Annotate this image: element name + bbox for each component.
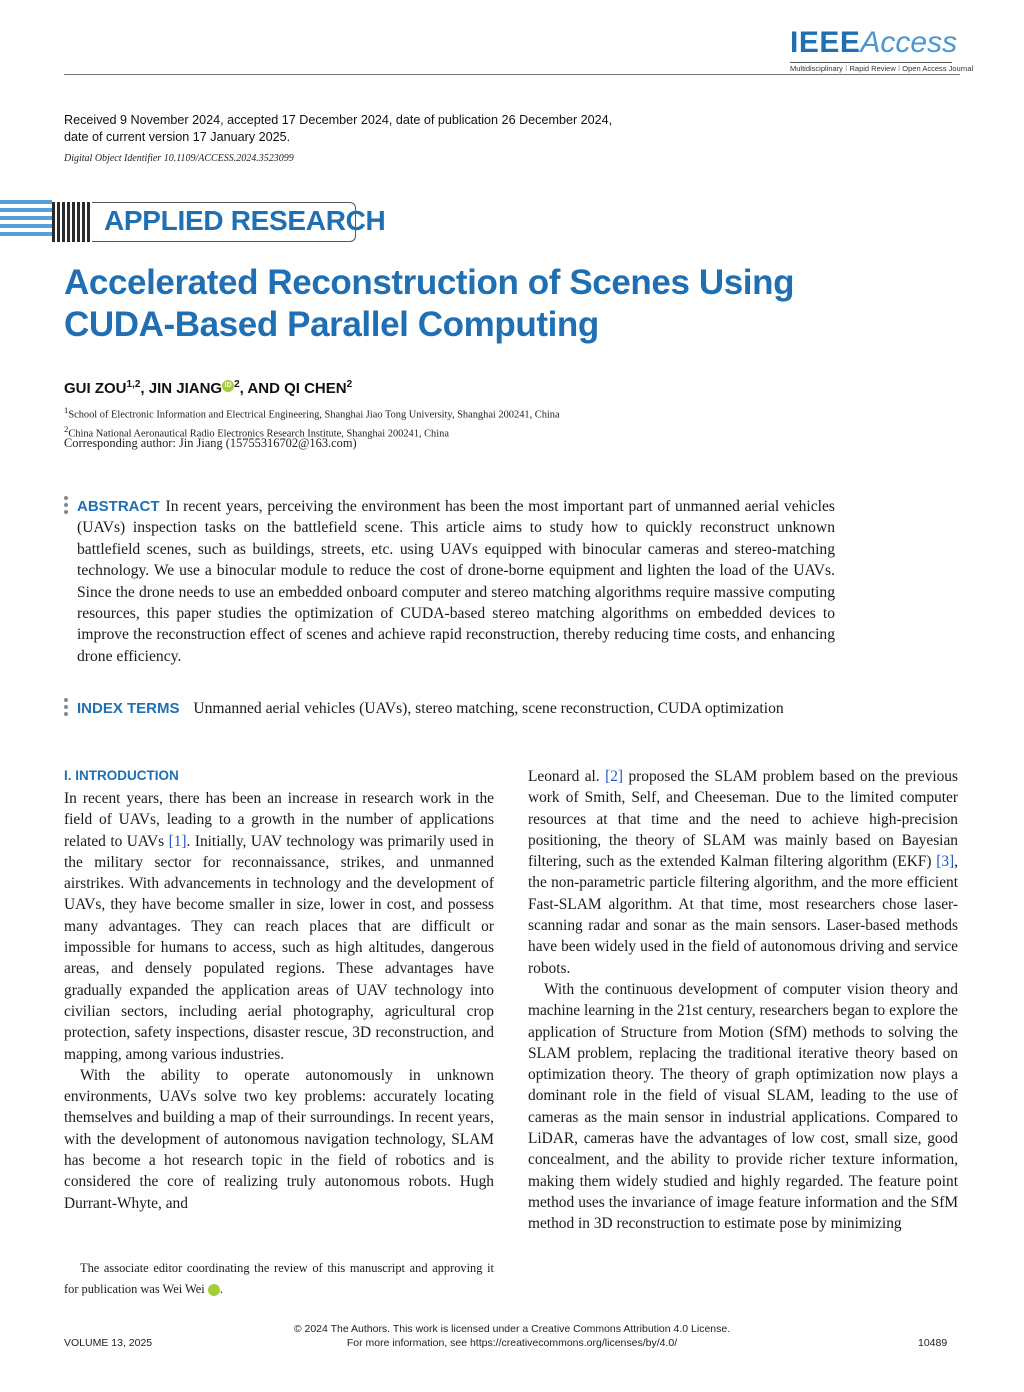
abstract [77,496,835,667]
author-2: , JIN JIANG [140,380,223,397]
abstract-label: ABSTRACT [77,498,160,515]
received-line-2: date of current version 17 January 2025. [64,130,291,144]
author-list [64,379,352,397]
intro-paragraph-1 [64,788,494,1065]
banner-bars-icon [52,202,92,242]
doi: Digital Object Identifier 10.1109/ACCESS.2024.3523099 [64,153,294,164]
citation-link[interactable]: [2] [605,768,624,785]
intro-p1-text-b: . Initially, UAV technology was primarily used in the military sector for reconnaissance, strikes, and unmanned airstrikes. With advancements in technology and the development of UAVs, they have become smaller in size, lower in cost, and possess many advantages. They can reach places that are difficult or impossible for humans to access, such as high altitudes, dangerous areas, and densely populated regions. These advantages have gradually expanded the application areas of UAV technology into civilian sectors, including aerial photography, agricultural crop protection, safety inspections, disaster rescue, 3D reconstruction, and mapping, among various industries. [64,832,494,1063]
index-terms [77,698,835,719]
citation-link[interactable]: [1] [168,832,187,850]
affiliation-2-text: China National Aeronautical Radio Electronics Research Institute, Shanghai 200241, China [68,428,449,440]
intro-p3-text-c: , the non-parametric particle filtering algorithm, and the more efficient Fast-SLAM algorithm. At that time, most researchers chose laser-scanning radar and sonar as the main sensors. Laser-based methods have been widely used in the field of autonomous driving and service robots. [528,853,958,977]
orcid-icon[interactable]: iD [222,380,234,392]
citation-link[interactable]: [3] [936,853,955,871]
license-line-2[interactable]: For more information, see https://creativecommons.org/licenses/by/4.0/ [346,1337,678,1349]
author-3: , AND QI CHEN [239,380,347,397]
journal-tagline: Multidisciplinary ⁝ Rapid Review ⁝ Open Access Journal [790,64,974,73]
received-line-1: Received 9 November 2024, accepted 17 December 2024, date of publication 26 December 2024, [64,113,613,127]
header-rule [64,74,960,75]
journal-logo [790,26,957,60]
intro-p3-text-a: Leonard al. [528,768,606,785]
volume-label: VOLUME 13, 2025 [64,1337,153,1349]
author-3-affil: 2 [346,379,353,390]
affiliation-2-num: 2 [64,424,69,435]
article-type-banner: APPLIED RESEARCH [104,205,386,236]
editor-footnote [64,1258,494,1300]
title-line-1: Accelerated Reconstruction of Scenes Using [64,263,795,302]
abstract-text: In recent years, perceiving the environment has been the most important part of unmanned aerial vehicles (UAVs) inspection tasks on the battlefield scene. This article aims to study how to quickly reconstruct unknown battlefield scenes, such as buildings, streets, etc. using UAVs equipped with binocular cameras and stereo-matching technology. We use a binocular module to reduce the cost of drone-borne equipment and lighten the load of the UAVs. Since the drone needs to use an embedded onboard computer and stereo matching algorithms require massive computing resources, this paper studies the optimization of CUDA-based stereo matching algorithms on embedded devices to improve the reconstruction effect of scenes and achieve rapid reconstruction, thereby reducing time costs, and enhancing drone efficiency. [77,498,835,665]
section-heading: I. INTRODUCTION [64,768,179,783]
affiliation-1-text: School of Electronic Information and Electrical Engineering, Shanghai Jiao Tong University, Shanghai 200241, China [68,409,560,421]
brand-rule [790,62,952,63]
intro-paragraph-4: With the continuous development of computer vision theory and machine learning in the 21st century, researchers began to explore the application of Structure from Motion (SfM) methods to solving the SLAM problem, replacing the traditional iterative theory based on optimization theory. The theory of graph optimization now plays a dominant role in the field of visual SLAM, leading to the use of cameras as the main sensor in industrial applications. Compared to LiDAR, cameras have the advantages of low cost, small size, good concealment, and the ability to provide richer texture information, making them widely studied and highly regarded. The feature point method uses the invariance of image feature information and the SfM method in 3D reconstruction to estimate pose by minimizing [528,980,958,1233]
index-terms-text: Unmanned aerial vehicles (UAVs), stereo matching, scene reconstruction, CUDA optimization [193,700,784,717]
license-line-1: © 2024 The Authors. This work is licensed under a Creative Commons Attribution 4.0 License. [293,1323,731,1335]
affiliation-1 [64,403,560,422]
affiliation-1-num: 1 [64,405,69,415]
author-2-affil: 2 [234,379,240,390]
author-1: GUI ZOU [64,380,127,397]
author-1-affil: 1,2 [126,379,141,390]
corresponding-author: Corresponding author: Jin Jiang (15755316702@163.com) [64,436,357,450]
right-column [528,766,958,1235]
intro-paragraph-3 [528,766,958,979]
orcid-icon[interactable]: iD [208,1284,220,1296]
left-column [64,788,494,1214]
license-notice [262,1322,762,1350]
intro-p3-text-b: proposed the SLAM problem based on the previous work of Smith, Self, and Cheeseman. Due to the limited computer resources at that time and the need to achieve high-precision positioning, the theory of SLAM was mainly based on Bayesian filtering, such as the extended Kalman filtering algorithm (EKF) [528,768,958,871]
abstract-dots-icon [64,496,68,517]
page-number: 10489 [918,1337,948,1349]
banner-stripes-icon [0,200,52,244]
index-terms-dots-icon [64,698,68,719]
received-dates [64,112,612,146]
index-terms-label: INDEX TERMS [77,700,180,717]
intro-paragraph-2: With the ability to operate autonomously in unknown environments, UAVs solve two key problems: accurately locating themselves and building a map of their surroundings. In recent years, with the development of autonomous navigation technology, SLAM has become a hot research topic in the field of robotics and is considered the core of realizing truly autonomous robots. Hugh Durrant-Whyte, and [64,1066,494,1212]
ieee-wordmark: IEEE [790,26,861,59]
editor-footnote-text: The associate editor coordinating the review of this manuscript and approving it for publication was Wei Wei iD. [64,1261,494,1296]
intro-p1-text-a: In recent years, there has been an increase in research work in the field of UAVs, leading to a growth in the number of applications related to UAVs [64,790,494,850]
paper-title [64,262,884,346]
editor-footnote-body: The associate editor coordinating the review of this manuscript and approving it for publication was Wei Wei [64,1261,494,1296]
title-line-2: CUDA-Based Parallel Computing [64,305,599,344]
access-wordmark: Access [860,26,958,59]
